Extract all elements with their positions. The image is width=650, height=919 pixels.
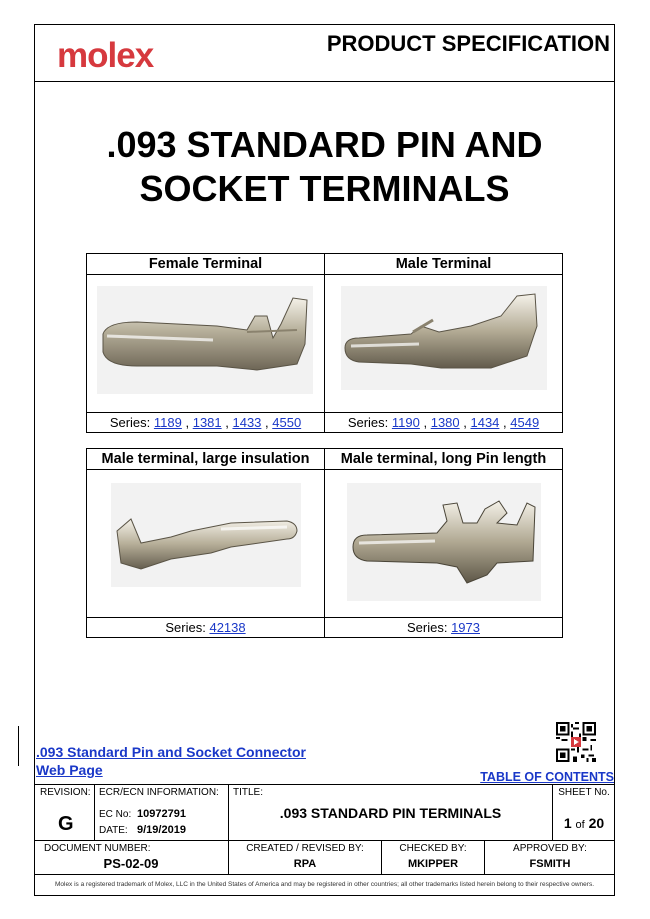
large-insulation-photo bbox=[111, 483, 301, 587]
terminal-table-bottom bbox=[86, 448, 563, 638]
title-label: TITLE: bbox=[233, 787, 264, 798]
female-terminal-series: Series: 1189 , 1381 , 1433 , 4550 bbox=[87, 412, 324, 432]
web-page-link[interactable] bbox=[36, 743, 306, 779]
sheet-label: SHEET No. bbox=[558, 787, 610, 798]
table-of-contents-link[interactable]: TABLE OF CONTENTS bbox=[480, 770, 614, 784]
series-link-1189[interactable]: 1189 bbox=[153, 415, 182, 430]
terminal-table-top bbox=[86, 253, 563, 433]
female-terminal-cell bbox=[87, 254, 325, 432]
document-title-line1: .093 STANDARD PIN AND bbox=[106, 124, 543, 165]
title-block-bottom-rule bbox=[34, 874, 615, 875]
ec-no-value: 10972791 bbox=[137, 808, 186, 820]
molex-logo: molex bbox=[57, 36, 154, 75]
series-link-1433[interactable]: 1433 bbox=[232, 415, 262, 430]
trademark-notice: Molex is a registered trademark of Molex, LLC in the United States of America and may be registered in other countries; all other trademarks listed herein belong to their respective owners. bbox=[54, 881, 595, 888]
male-terminal-photo bbox=[341, 286, 547, 390]
web-page-link-line2: Web Page bbox=[36, 762, 103, 778]
title-value: .093 STANDARD PIN TERMINALS bbox=[279, 805, 502, 821]
revision-cell bbox=[34, 785, 95, 840]
created-cell bbox=[229, 841, 382, 874]
series-link-4549[interactable]: 4549 bbox=[510, 415, 540, 430]
date-label: DATE: bbox=[99, 825, 128, 836]
large-insulation-cell bbox=[87, 449, 325, 637]
long-pin-series bbox=[325, 617, 562, 637]
qr-code-icon[interactable] bbox=[556, 722, 596, 762]
male-terminal-series: Series: 1190 , 1380 , 1434 , 4549 bbox=[325, 412, 562, 432]
document-title bbox=[34, 123, 615, 211]
approved-label: APPROVED BY: bbox=[513, 843, 587, 854]
ecr-cell bbox=[95, 785, 229, 840]
checked-cell bbox=[382, 841, 485, 874]
doc-number-value: PS-02-09 bbox=[103, 856, 159, 871]
date-value: 9/19/2019 bbox=[137, 824, 186, 836]
series-link-1380[interactable]: 1380 bbox=[430, 415, 460, 430]
checked-value: MKIPPER bbox=[407, 858, 459, 870]
female-terminal-heading: Female Terminal bbox=[87, 254, 324, 275]
sheet-of: of bbox=[575, 819, 585, 831]
sheet-total: 20 bbox=[588, 815, 605, 831]
title-block-row-1 bbox=[34, 784, 615, 840]
series-label: Series: bbox=[109, 415, 151, 430]
document-title-line2: SOCKET TERMINALS bbox=[139, 168, 510, 209]
checked-label: CHECKED BY: bbox=[399, 843, 467, 854]
male-terminal-cell bbox=[325, 254, 562, 432]
long-pin-heading: Male terminal, long Pin length bbox=[325, 449, 562, 470]
series-label: Series: bbox=[347, 415, 389, 430]
ec-no-label: EC No: bbox=[99, 809, 132, 820]
large-insulation-heading: Male terminal, large insulation bbox=[87, 449, 324, 470]
approved-value: FSMITH bbox=[529, 858, 571, 870]
series-link-42138[interactable]: 42138 bbox=[209, 620, 246, 635]
long-pin-photo bbox=[347, 483, 541, 601]
series-label: Series: bbox=[406, 620, 448, 635]
large-insulation-series bbox=[87, 617, 324, 637]
series-link-1434[interactable]: 1434 bbox=[470, 415, 500, 430]
doc-number-label: DOCUMENT NUMBER: bbox=[44, 843, 151, 854]
spec-title: PRODUCT SPECIFICATION bbox=[326, 31, 610, 56]
header-rule bbox=[34, 81, 615, 82]
ecr-label: ECR/ECN INFORMATION: bbox=[99, 787, 219, 798]
female-terminal-photo bbox=[97, 286, 313, 394]
series-link-1381[interactable]: 1381 bbox=[192, 415, 222, 430]
series-link-4550[interactable]: 4550 bbox=[272, 415, 302, 430]
web-page-link-line1: .093 Standard Pin and Socket Connector bbox=[36, 744, 306, 760]
margin-mark bbox=[18, 726, 19, 766]
sheet-current: 1 bbox=[563, 815, 572, 831]
approved-cell bbox=[485, 841, 615, 874]
series-link-1973[interactable]: 1973 bbox=[451, 620, 480, 635]
title-cell bbox=[229, 785, 553, 840]
revision-label: REVISION: bbox=[40, 787, 91, 798]
created-label: CREATED / REVISED BY: bbox=[246, 843, 364, 854]
male-terminal-heading: Male Terminal bbox=[325, 254, 562, 275]
doc-number-cell bbox=[34, 841, 229, 874]
series-link-1190[interactable]: 1190 bbox=[391, 415, 420, 430]
sheet-number bbox=[553, 815, 615, 831]
sheet-cell bbox=[553, 785, 615, 840]
created-value: RPA bbox=[293, 858, 317, 870]
revision-value: G bbox=[58, 813, 74, 835]
title-block-row-2 bbox=[34, 840, 615, 874]
series-label: Series: bbox=[165, 620, 206, 635]
long-pin-cell bbox=[325, 449, 562, 637]
